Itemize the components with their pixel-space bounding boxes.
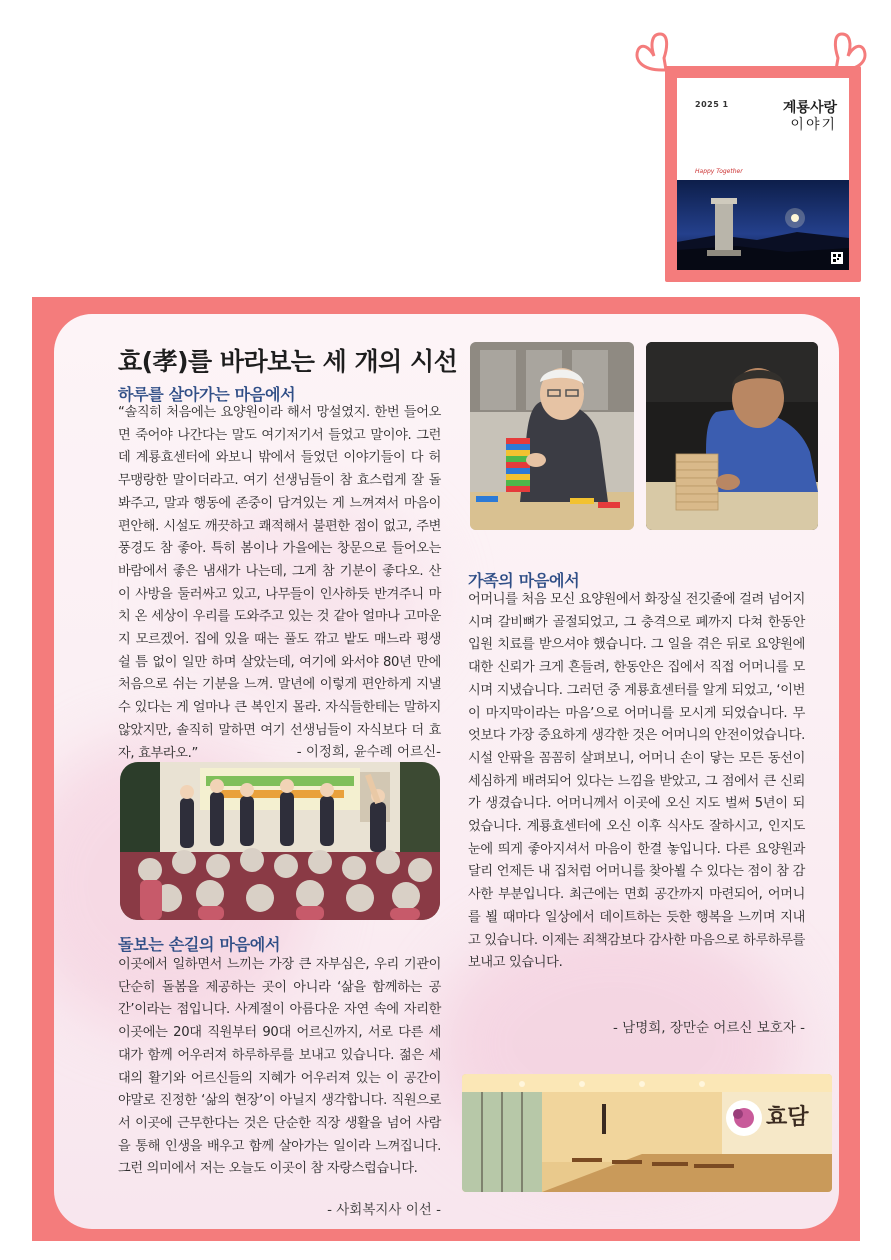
jenga-game-photo-right <box>646 342 818 530</box>
cover-issue-number: 2025 1 <box>695 100 729 109</box>
section-heading-family: 가족의 마음에서 <box>468 571 580 590</box>
cover-night-monument-photo <box>677 180 849 270</box>
hyodam-hall-photo <box>462 1074 832 1192</box>
section-body-daily-life: “솔직히 처음에는 요양원이라 해서 망설였지. 한번 들어오면 죽어야 나간다는 말도 여기저기서 들었고 말이야. 그런데 계룡효센터에 와보니 밖에서 들었던 이야기들이 다 허무맹랑한 말이더라고. 여기 선생님들이 참 효스럽게 잘 돌봐주고, 말과 행동에 존중이 담겨있는 게 느껴져서 마음이 편안해. 시설도 깨끗하고 쾌적해서 불편한 점이 없고, 주변 풍경도 참 좋아. 특히 봄이나 가을에는 창문으로 들어오는 바람에서 좋은 냄새가 나는데, 그게 참 기분이 좋다오. 산이 사방을 둘러싸고 있고, 나무들이 인사하듯 반겨주니 마치 온 세상이 우리를 도와주고 있는 것 같아 얼마나 고마운지 모르겠어. 집에 있을 때는 풀도 깎고 밭도 매느라 평생 쉴 틈 없이 일만 하며 살았는데, 여기에 와서야 80년 만에 처음으로 쉬는 기분을 느껴. 말년에 이렇게 편안하게 지낼 수 있다는 게 얼마나 큰 복인지 몰라. 자식들한테는 말하지 않았지만, 솔직히 말하면 여기 선생님들이 자식보다 더 효자, 효부라오.” <box>118 405 441 761</box>
magazine-cover-thumbnail <box>665 66 861 282</box>
cover-title <box>783 100 837 134</box>
section-body-family: 어머니를 처음 모신 요양원에서 화장실 전깃줄에 걸려 넘어지시며 갈비뼈가 골절되었고, 그 충격으로 폐까지 다쳐 한동안 입원 치료를 받으셔야 했습니다. 그 일을 겪은 뒤로 요양원에 대한 신뢰가 크게 흔들려, 한동안은 집에서 직접 어머니를 모시며 지냈습니다. 그러던 중 계룡효센터를 알게 되었고, ‘이번이 마지막이라는 마음’으로 어머니를 모시게 되었습니다. 무엇보다 가장 중요하게 생각한 것은 어머니의 안전이었습니다. 시설 안팎을 꼼꼼히 살펴보니, 어머니 손이 닿는 모든 동선이 세심하게 배려되어 있다는 느낌을 받았고, 그 점에서 큰 신뢰가 생겼습니다. 어머니께서 이곳에 오신 지도 벌써 5년이 되었습니다. 계룡효센터에 오신 이후 식사도 잘하시고, 인지도 눈에 띄게 좋아지셔서 마음이 한결 놓입니다. 다른 요양원과 달리 언제든 내 집처럼 어머니를 찾아뵐 수 있다는 점이 참 감사한 부분입니다. 최근에는 면회 공간까지 마련되어, 어머니를 뵐 때마다 일상에서 데이트하는 듯한 행복을 느끼며 지내고 있습니다. 이제는 죄책감보다 감사한 마음으로 하루하루를 보내고 있습니다. <box>468 592 805 971</box>
cover-title-sub: 이야기 <box>790 117 837 133</box>
jenga-game-photo-left <box>470 342 634 530</box>
cover-page <box>677 78 849 270</box>
section-heading-daily-life: 하루를 살아가는 마음에서 <box>118 385 296 404</box>
byline-residents: - 이정희, 윤수례 어르신- <box>296 744 441 760</box>
event-performance-photo <box>120 762 440 920</box>
cover-brand-text: Happy Together <box>695 168 743 175</box>
article-card <box>54 314 839 1229</box>
section-body-caregivers: 이곳에서 일하면서 느끼는 가장 큰 자부심은, 우리 기관이 단순히 돌봄을 제공하는 곳이 아니라 ‘삶을 함께하는 공간’이라는 점입니다. 사계절이 아름다운 자연 속에 자리한 이곳에는 20대 직원부터 90대 어르신까지, 서로 다른 세대가 함께 어우러져 하루하루를 보내고 있습니다. 젊은 세대의 활기와 어르신들의 지혜가 어우러져 있는 이 공간이야말로 진정한 ‘삶의 현장’이 아닐지 생각합니다. 직원으로서 이곳에 근무한다는 것은 단순한 직장 생활을 넘어 사람을 통해 인생을 배우고 함께 살아가는 일이라 느껴집니다. 그런 의미에서 저는 오늘도 이곳이 참 자랑스럽습니다. <box>118 957 441 1177</box>
byline-social-worker: - 사회복지사 이선 - <box>327 1202 441 1218</box>
article-panel <box>32 297 860 1241</box>
cover-title-main: 계룡사랑 <box>782 100 837 116</box>
byline-family-guardian: - 남명희, 장만순 어르신 보호자 - <box>613 1020 805 1036</box>
hyodam-sign-text: 효담 <box>766 1104 809 1130</box>
article-title: 효(孝)를 바라보는 세 개의 시선 <box>118 347 458 376</box>
section-heading-caregivers: 돌보는 손길의 마음에서 <box>118 935 281 954</box>
